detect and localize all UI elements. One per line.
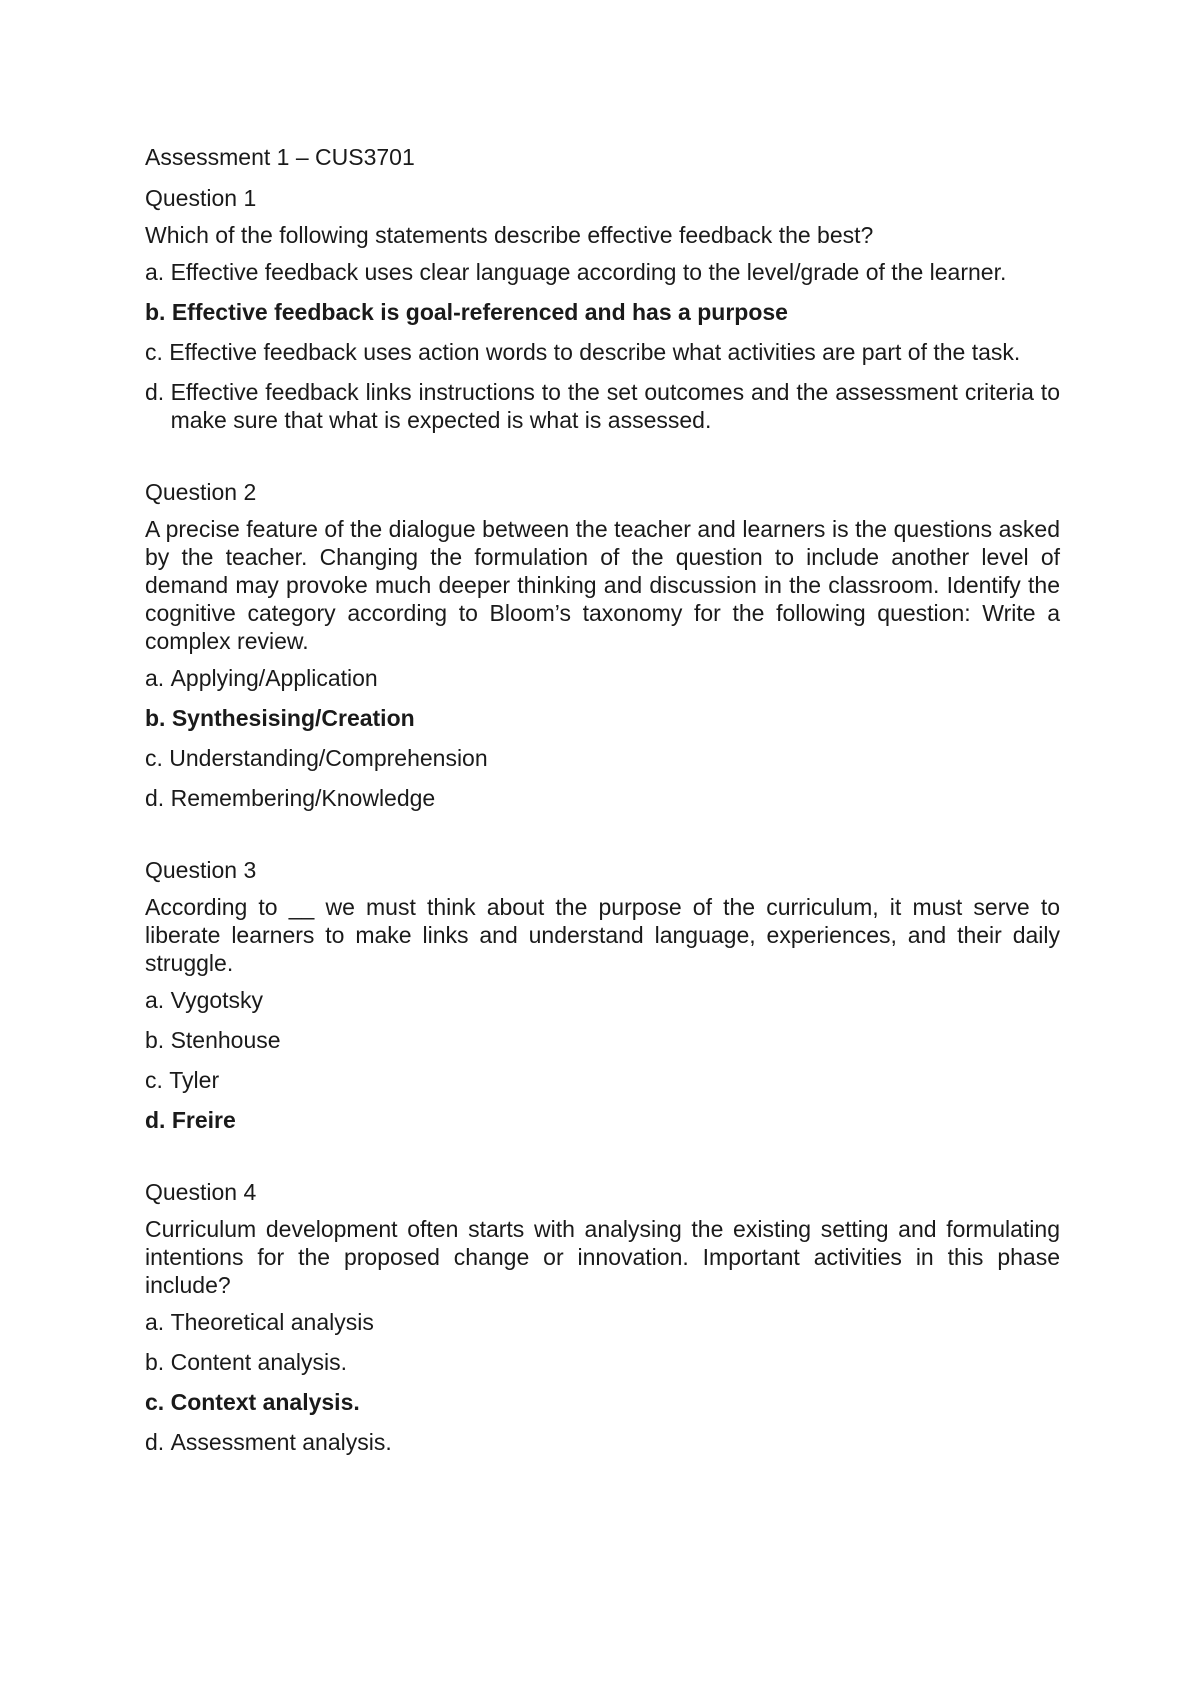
option-c	[145, 338, 1060, 366]
option-a	[145, 664, 1060, 692]
option-letter: d.	[145, 1107, 166, 1133]
option-c	[145, 1066, 1060, 1094]
option-letter: a.	[145, 1309, 165, 1335]
option-c-correct	[145, 1388, 1060, 1416]
option-text: Stenhouse	[170, 1027, 281, 1053]
option-letter: a.	[145, 665, 165, 691]
question-text: Curriculum development often starts with analysing the existing setting and formulating intentions for the proposed change or innovation. Important activities in this phase include?	[145, 1216, 1060, 1298]
option-b	[145, 1348, 1060, 1376]
option-text: Context analysis.	[170, 1389, 360, 1415]
option-text: Effective feedback uses action words to describe what activities are part of the task.	[169, 339, 1021, 365]
option-b	[145, 1026, 1060, 1054]
option-a	[145, 258, 1060, 286]
option-b-correct	[145, 298, 1060, 326]
option-text: Tyler	[169, 1067, 220, 1093]
option-text: Theoretical analysis	[170, 1309, 374, 1335]
option-d	[145, 1428, 1060, 1456]
option-text: Applying/Application	[170, 665, 378, 691]
question-heading: Question 4	[145, 1179, 257, 1205]
question-2	[145, 478, 1060, 812]
option-c	[145, 744, 1060, 772]
option-b-correct	[145, 704, 1060, 732]
option-d	[145, 378, 1060, 434]
question-heading: Question 3	[145, 857, 257, 883]
option-text: Assessment analysis.	[170, 1429, 392, 1455]
option-letter: c.	[145, 1389, 165, 1415]
option-text: Understanding/Comprehension	[169, 745, 488, 771]
question-text: Which of the following statements describe effective feedback the best?	[145, 222, 874, 248]
option-text: Content analysis.	[170, 1349, 348, 1375]
option-letter: c.	[145, 745, 163, 771]
option-letter: a.	[145, 259, 165, 285]
option-text: Vygotsky	[170, 987, 264, 1013]
option-text: Synthesising/Creation	[171, 705, 415, 731]
option-text: Remembering/Knowledge	[170, 785, 436, 811]
option-letter: d.	[145, 379, 165, 405]
question-heading: Question 2	[145, 479, 257, 505]
option-text: Effective feedback is goal-referenced and has a purpose	[171, 299, 788, 325]
option-letter: b.	[145, 1349, 165, 1375]
question-1	[145, 184, 1060, 434]
option-text: Effective feedback uses clear language according to the level/grade of the learner.	[170, 259, 1007, 285]
option-d	[145, 784, 1060, 812]
option-text: Effective feedback links instructions to the set outcomes and the assessment criteria to make sure that what is expected is what is assessed.	[170, 379, 1060, 433]
option-letter: c.	[145, 1067, 163, 1093]
question-text: According to __ we must think about the purpose of the curriculum, it must serve to liberate learners to make links and understand language, experiences, and their daily struggle.	[145, 894, 1060, 976]
question-heading: Question 1	[145, 185, 257, 211]
option-a	[145, 1308, 1060, 1336]
question-4	[145, 1178, 1060, 1456]
document-title: Assessment 1 – CUS3701	[145, 144, 415, 170]
option-letter: b.	[145, 705, 166, 731]
question-3	[145, 856, 1060, 1134]
option-letter: b.	[145, 299, 166, 325]
option-letter: d.	[145, 1429, 165, 1455]
option-letter: d.	[145, 785, 165, 811]
option-a	[145, 986, 1060, 1014]
option-letter: a.	[145, 987, 165, 1013]
question-text: A precise feature of the dialogue between the teacher and learners is the questions asked by the teacher. Changing the formulation of the question to include another level of demand may provoke much deeper thinking and discussion in the classroom. Identify the cognitive category according to Bloom’s taxonomy for the following question: Write a complex review.	[145, 516, 1060, 654]
option-letter: b.	[145, 1027, 165, 1053]
document-page	[145, 143, 1060, 1468]
option-letter: c.	[145, 339, 163, 365]
option-text: Freire	[171, 1107, 236, 1133]
option-d-correct	[145, 1106, 1060, 1134]
